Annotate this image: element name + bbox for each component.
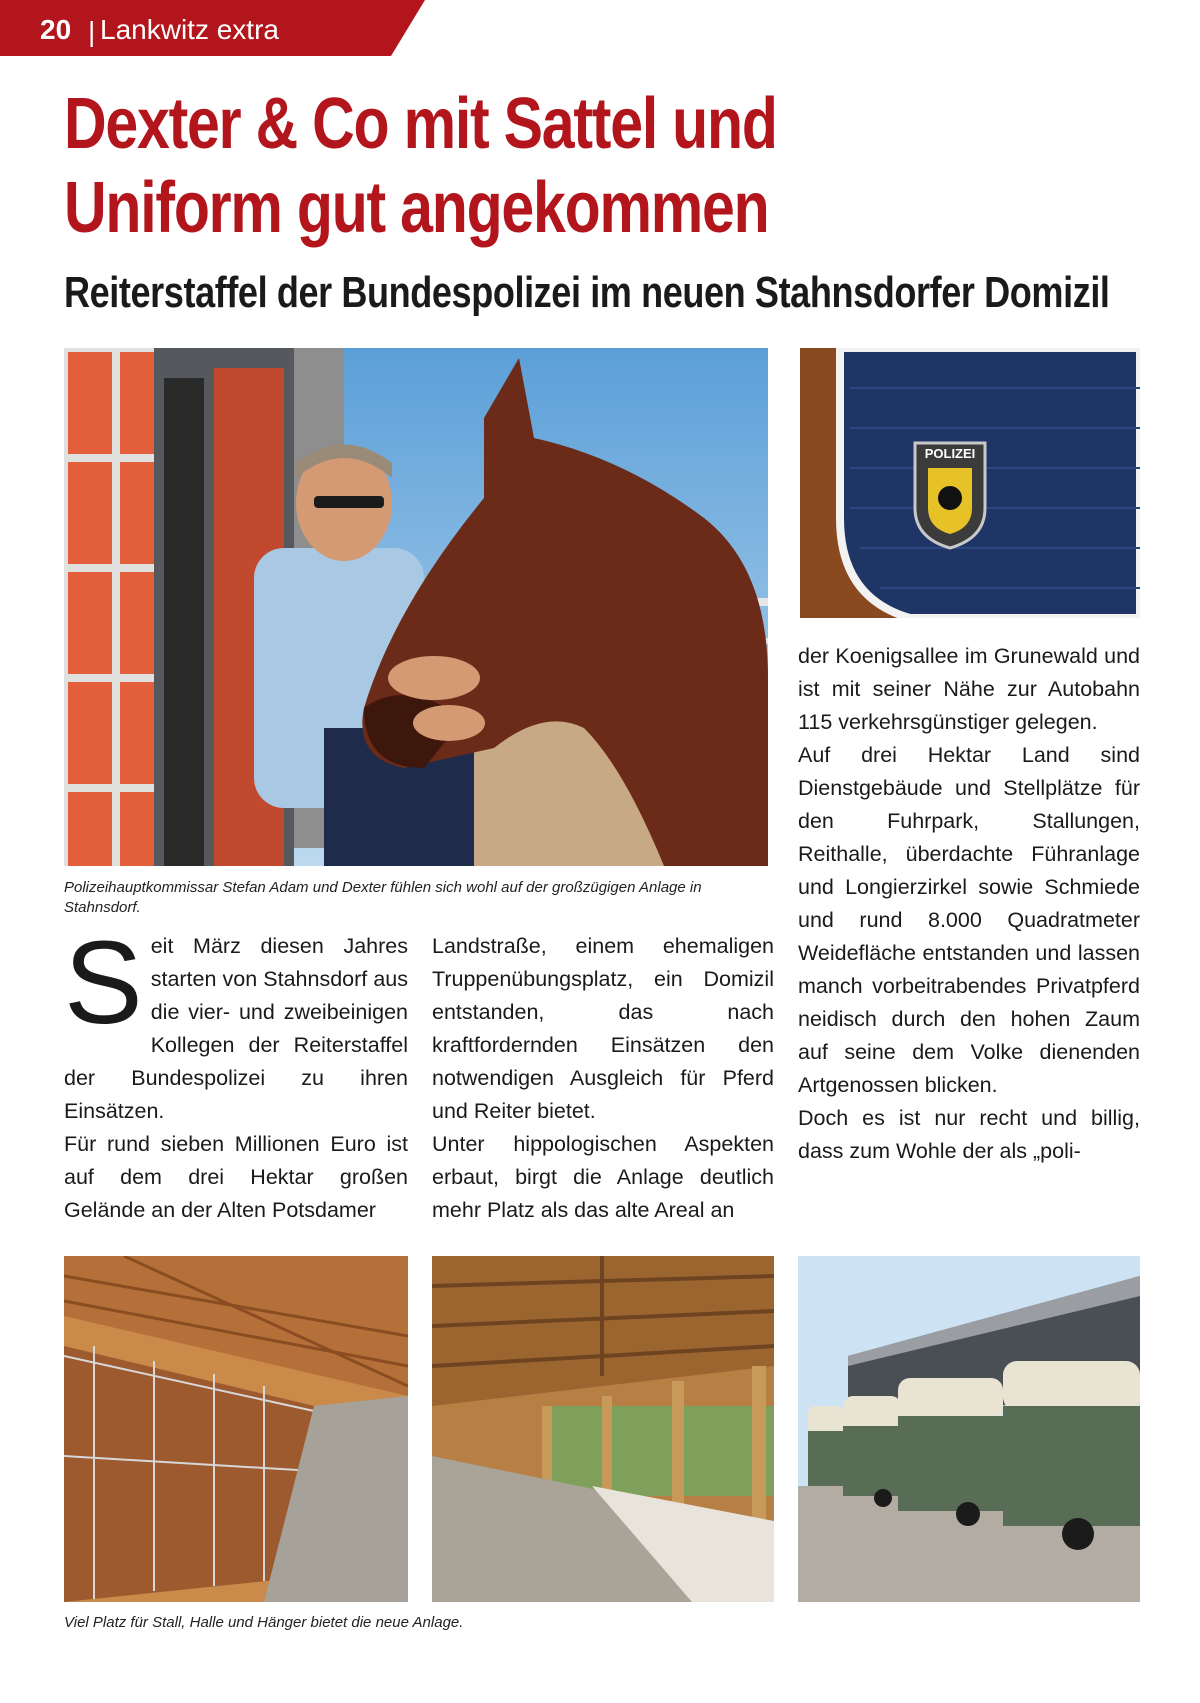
photo-riding-hall [432,1256,774,1602]
column-3-paragraph-2: Auf drei Hektar Land sind Dienstgebäude und Stellplätze für den Fuhrpark, Stallungen, Reithalle, überdachte Führanlage und Longierzirkel sowie Schmiede und rund 8.000 Quadratmeter Weidefläche entstanden und lassen manch vorbeitrabendes Privatpferd neidisch durch den hohen Zaum auf seine dem Volke dienenden Artgenossen blicken. [798,743,1140,1097]
photo-horse-trailers [798,1256,1140,1602]
column-1-paragraph-1: eit März diesen Jahres starten von Stahnsdorf aus die vier- und zweibeinigen Kollegen der Reiterstaffel der Bundespolizei zu ihren Einsätzen. [64,934,408,1123]
column-2-paragraph-1: Landstraße, einem ehemaligen Truppenübungsplatz, ein Domizil entstanden, das nach kraftfordernden Einsätzen den notwendigen Ausgleich für Pferd und Reiter bietet. [432,934,774,1123]
subheadline: Reiterstaffel der Bundespolizei im neuen Stahnsdorfer Domizil [64,268,1110,317]
caption-bottom-photos: Viel Platz für Stall, Halle und Hänger bietet die neue Anlage. [64,1614,464,1631]
police-badge-text: POLIZEI [924,446,976,461]
drop-cap: S [64,917,143,1049]
photo-stable-boxes [64,1256,408,1602]
headline-line-2: Uniform gut angekommen [64,168,769,248]
article-column-2 [432,930,774,1227]
article-column-1 [64,917,408,1227]
header-separator: | [88,16,96,47]
caption-top-photo: Polizeihauptkommissar Stefan Adam und Dexter fühlen sich wohl auf der großzügigen Anlage in Stahnsdorf. [64,879,702,916]
headline-line-1: Dexter & Co mit Sattel und [64,84,777,164]
photo-officer-with-horse [64,348,768,866]
article-column-3 [798,640,1140,1168]
column-3-paragraph-1: der Koenigsallee im Grunewald und ist mit seiner Nähe zur Autobahn 115 verkehrsgünstiger gelegen. [798,644,1140,734]
section-title: Lankwitz extra [100,14,279,45]
page-number: 20 [40,14,72,45]
headline [64,82,884,250]
photo-police-saddle-cloth [800,348,1140,618]
column-3-paragraph-3: Doch es ist nur recht und billig, dass zum Wohle der als „poli- [798,1106,1140,1163]
column-2-paragraph-2: Unter hippologischen Aspekten erbaut, birgt die Anlage deutlich mehr Platz als das alte Areal an [432,1132,774,1222]
column-1-paragraph-2: Für rund sieben Millionen Euro ist auf dem drei Hektar großen Gelände an der Alten Potsdamer [64,1132,408,1222]
